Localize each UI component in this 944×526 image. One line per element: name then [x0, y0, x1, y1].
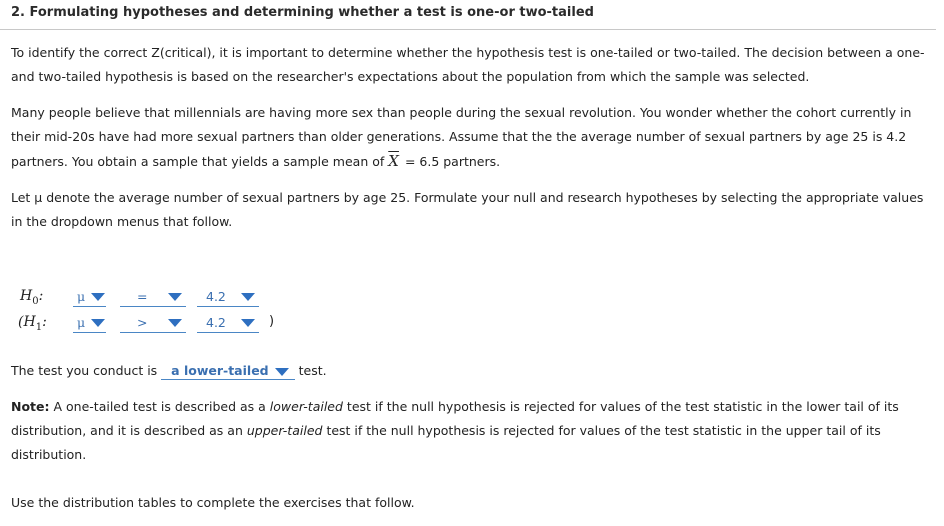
h1-value: 4.2: [206, 315, 226, 330]
scenario-text: Many people believe that millennials are having more sex than people during the sexual revolution. You wonder whether the cohort currently in their mid-20s have had more sexual partners than older generations. Assume that the the average number of sexual partners by age 25 is 4.2 partners. You obtain a sample that yields a sample mean of: [11, 105, 912, 169]
question-title: 2. Formulating hypotheses and determining whether a test is one-or two-tailed: [11, 5, 594, 20]
h1-value-dropdown[interactable]: [197, 315, 259, 333]
scenario-paragraph: [11, 101, 929, 174]
h1-parameter-dropdown[interactable]: [73, 315, 106, 333]
h0-operator-dropdown[interactable]: [120, 289, 186, 307]
test-type-prefix: The test you conduct is: [11, 363, 158, 378]
footer-instruction: Use the distribution tables to complete the exercises that follow.: [11, 495, 415, 510]
h0-parameter-value: μ: [77, 289, 86, 304]
note-label: Note:: [11, 399, 50, 414]
h0-value: 4.2: [206, 289, 226, 304]
h0-parameter-dropdown[interactable]: [73, 289, 106, 307]
chevron-down-icon: [275, 368, 289, 376]
sample-mean-symbol: $\overline{X}$: [388, 152, 399, 170]
sample-mean-value: = 6.5 partners.: [404, 154, 501, 169]
chevron-down-icon: [91, 319, 105, 327]
null-hypothesis-label: $H_0$:: [20, 288, 44, 307]
lower-tailed-term: lower-tailed: [269, 399, 343, 414]
test-type-suffix: test.: [298, 363, 327, 378]
chevron-down-icon: [241, 319, 255, 327]
upper-tailed-term: upper-tailed: [246, 423, 323, 438]
title-divider: [0, 29, 936, 30]
test-type-dropdown[interactable]: [161, 363, 294, 380]
research-hypothesis-label: ($H_1$:: [18, 314, 47, 333]
h0-value-dropdown[interactable]: [197, 289, 259, 307]
h1-operator-dropdown[interactable]: [120, 315, 186, 333]
test-type-line: [11, 359, 929, 383]
chevron-down-icon: [168, 319, 182, 327]
h1-parameter-value: μ: [77, 315, 86, 330]
note-paragraph: Note: A one-tailed test is described as a lower-tailed test if the null hypothesis is rejected for values of the test statistic in the lower tail of its distribution, and it is described as an upper-tailed test if the null hypothesis is rejected for values of the test statistic in the upper tail of its distribution.: [11, 399, 899, 462]
chevron-down-icon: [91, 293, 105, 301]
chevron-down-icon: [168, 293, 182, 301]
h1-operator-value: >: [137, 315, 148, 330]
h0-operator-value: =: [137, 289, 148, 304]
instruction-paragraph: Let μ denote the average number of sexual partners by age 25. Formulate your null and research hypotheses by selecting the appropriate values in the dropdown menus that follow.: [11, 190, 924, 229]
test-type-value: a lower-tailed: [171, 363, 269, 378]
h1-closing-paren: ): [269, 314, 275, 329]
chevron-down-icon: [241, 293, 255, 301]
intro-paragraph: To identify the correct Z(critical), it is important to determine whether the hypothesis test is one-tailed or two-tailed. The decision between a one- and two-tailed hypothesis is based on the researcher's expectations about the population from which the sample was selected.: [11, 45, 925, 84]
